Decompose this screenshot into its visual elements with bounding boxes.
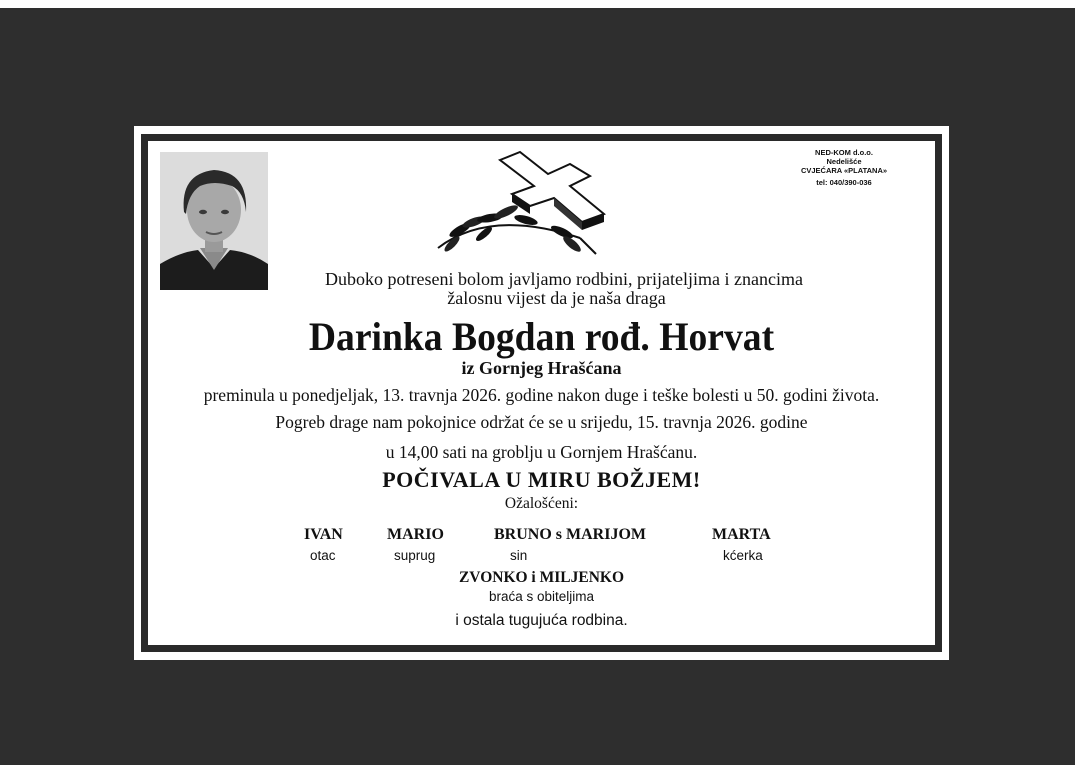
mourner-relation: otac <box>310 548 336 563</box>
mourner-relation: sin <box>510 548 528 563</box>
details-line-1: preminula u ponedjeljak, 13. travnja 2026. godine nakon duge i teške bolesti u 50. godini života. <box>203 385 880 405</box>
closing-blessing: POČIVALA U MIRU BOŽJEM! <box>382 467 701 492</box>
funeral-home-stamp <box>782 148 906 187</box>
mourner-name: BRUNO s MARIJOM <box>494 526 646 543</box>
mourner-name: MARTA <box>712 526 771 543</box>
death-notice <box>134 126 949 660</box>
details-line-3: u 14,00 sati na groblju u Gornjem Hrašćanu. <box>385 442 698 462</box>
mourners-label: Ožalošćeni: <box>504 495 579 512</box>
funeral-home-name: CVJEĆARA «PLATANA» <box>800 166 888 175</box>
intro-line-1: Duboko potreseni bolom javljamo rodbini, prijateljima i znancima <box>325 269 803 289</box>
other-mourners: i ostala tugujuća rodbina. <box>455 612 628 629</box>
funeral-home-phone: tel: 040/390-036 <box>816 178 872 187</box>
mourner-name: MARIO <box>387 526 444 543</box>
mourner-relation: kćerka <box>723 548 763 563</box>
cross-with-olive-branch-icon <box>430 148 630 258</box>
details-line-2: Pogreb drage nam pokojnice održat će se u srijedu, 15. travnja 2026. godine <box>275 412 808 432</box>
funeral-home-company: NED-KOM d.o.o. <box>815 148 873 157</box>
origin-line: iz Gornjeg Hrašćana <box>461 358 622 378</box>
deceased-name: Darinka Bogdan rođ. Horvat <box>308 314 775 359</box>
intro-line-2: žalosnu vijest da je naša draga <box>447 288 666 308</box>
funeral-home-town: Nedelišće <box>826 157 862 166</box>
brothers-names: ZVONKO i MILJENKO <box>458 569 625 586</box>
brothers-relation: braća s obiteljima <box>488 589 595 604</box>
intro-text <box>134 270 949 308</box>
mourner-name: IVAN <box>304 526 343 543</box>
mourner-relation: suprug <box>394 548 436 563</box>
